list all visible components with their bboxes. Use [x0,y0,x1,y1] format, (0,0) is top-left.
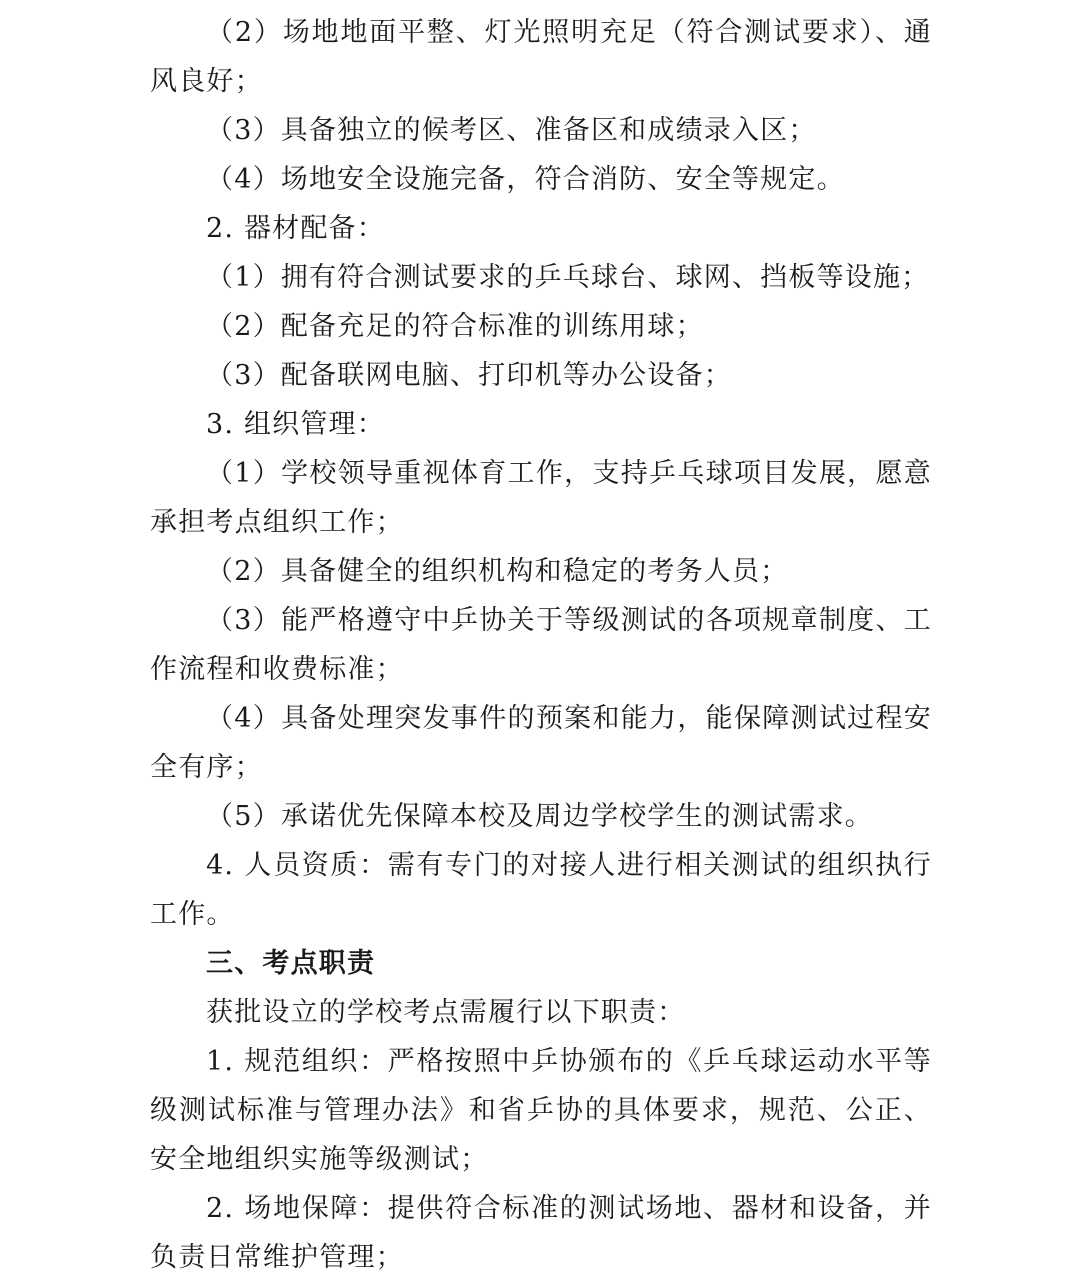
paragraph-equipment-office: （3）配备联网电脑、打印机等办公设备； [206,360,732,391]
paragraph-venue-lighting: （2）场地地面平整、灯光照明充足（符合测试要求）、通风良好； [150,17,932,97]
paragraph-equipment-balls: （2）配备充足的符合标准的训练用球； [206,311,704,342]
paragraph-organization-priority: （5）承诺优先保障本校及周边学校学生的测试需求。 [206,801,873,832]
paragraph-duties-venue: 2. 场地保障：提供符合标准的测试场地、器材和设备，并负责日常维护管理； [150,1193,932,1273]
paragraph-equipment-tables: （1）拥有符合测试要求的乒乓球台、球网、挡板等设施； [206,262,930,293]
paragraph-venue-safety: （4）场地安全设施完备，符合消防、安全等规定。 [206,164,845,195]
paragraph-personnel: 4. 人员资质：需有专门的对接人进行相关测试的组织执行工作。 [150,850,932,930]
paragraph-organization-emergency: （4）具备处理突发事件的预案和能力，能保障测试过程安全有序； [150,703,932,783]
section-organization-title: 3. 组织管理： [206,409,385,440]
document-body [150,8,932,1282]
section-equipment-title: 2. 器材配备： [206,213,385,244]
paragraph-venue-areas: （3）具备独立的候考区、准备区和成绩录入区； [206,115,817,146]
paragraph-duties-intro: 获批设立的学校考点需履行以下职责： [206,997,686,1028]
section-heading-duties: 三、考点职责 [206,948,376,979]
paragraph-organization-staff: （2）具备健全的组织机构和稳定的考务人员； [206,556,789,587]
paragraph-organization-leadership: （1）学校领导重视体育工作，支持乒乓球项目发展，愿意承担考点组织工作； [150,458,932,538]
paragraph-organization-rules: （3）能严格遵守中乒协关于等级测试的各项规章制度、工作流程和收费标准； [150,605,932,685]
paragraph-duties-organize: 1. 规范组织：严格按照中乒协颁布的《乒乓球运动水平等级测试标准与管理办法》和省乒协的具体要求，规范、公正、安全地组织实施等级测试； [150,1046,932,1175]
